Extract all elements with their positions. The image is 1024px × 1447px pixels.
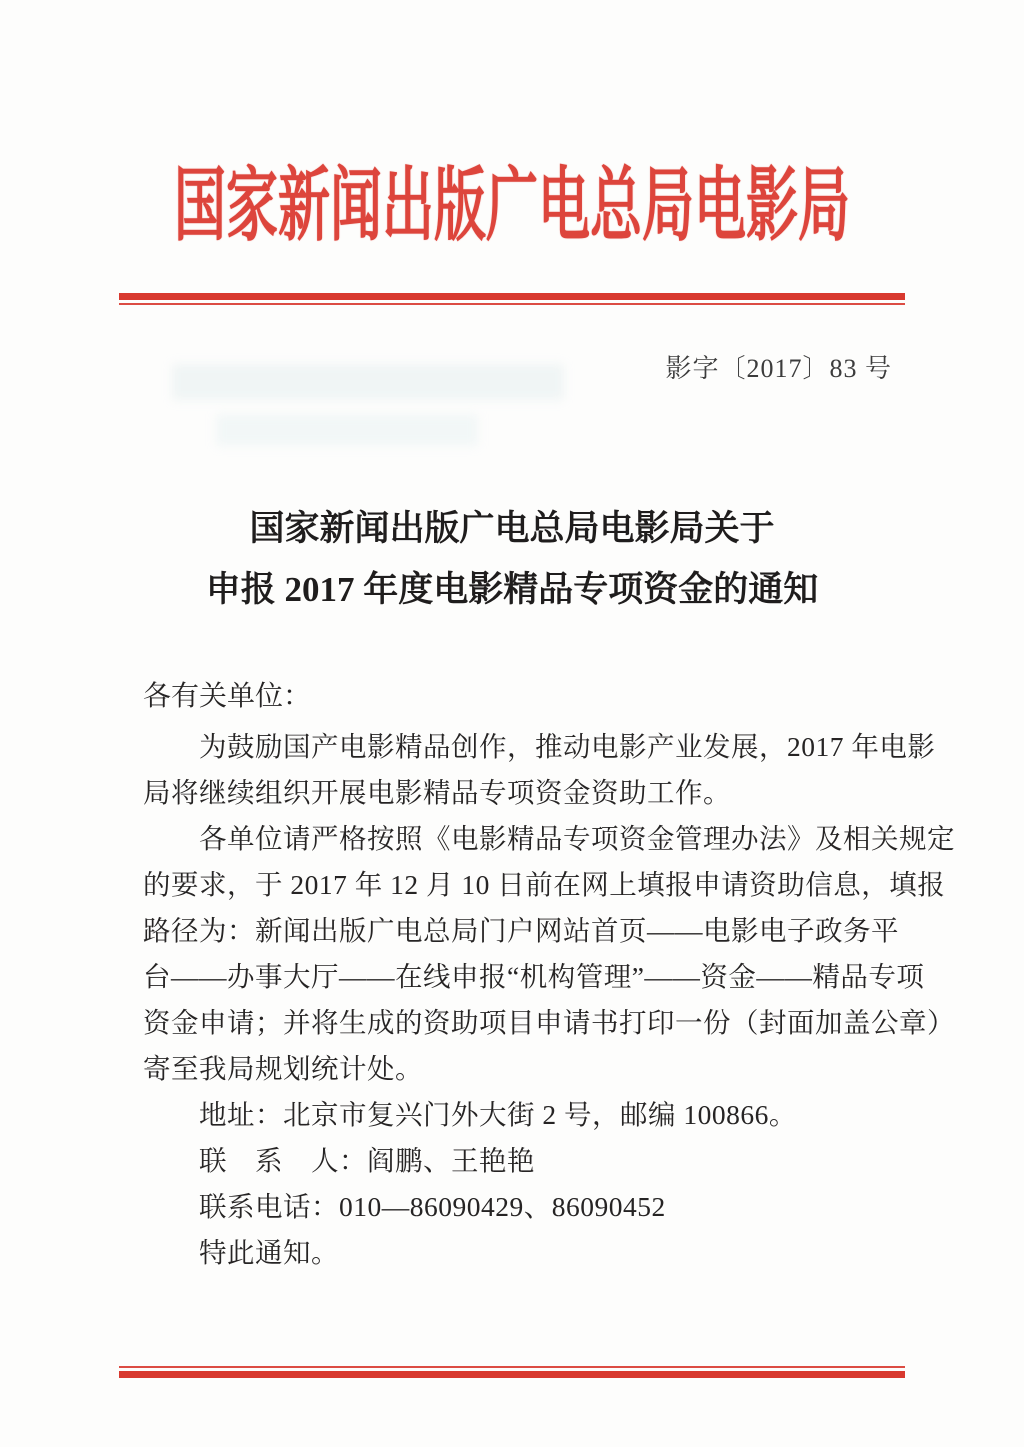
footer-double-rule	[119, 1366, 905, 1378]
body-line: 路径为：新闻出版广电总局门户网站首页——电影电子政务平	[143, 915, 899, 946]
body-line: 为鼓励国产电影精品创作，推动电影产业发展，2017 年电影	[199, 731, 936, 762]
body-line: 局将继续组织开展电影精品专项资金资助工作。	[143, 777, 731, 808]
body-line: 资金申请；并将生成的资助项目申请书打印一份（封面加盖公章）	[143, 1007, 955, 1038]
body-line: 联系电话：010—86090429、86090452	[199, 1191, 666, 1222]
ink-bleed-artifact	[172, 364, 564, 400]
letterhead-double-rule	[119, 293, 905, 305]
document-reference-number: 影字〔2017〕83 号	[665, 354, 892, 383]
rule-thin-line	[119, 1366, 905, 1368]
rule-thin-line	[119, 303, 905, 305]
notice-title-line1: 国家新闻出版广电总局电影局关于	[249, 509, 775, 548]
body-line: 地址：北京市复兴门外大街 2 号，邮编 100866。	[199, 1099, 797, 1130]
body-line: 各单位请严格按照《电影精品专项资金管理办法》及相关规定	[199, 823, 955, 854]
body-line: 特此通知。	[199, 1237, 339, 1268]
letterhead-issuer-title: 国家新闻出版广电总局电影局	[173, 163, 850, 252]
body-lines	[143, 724, 955, 1276]
notice-title-line2: 申报 2017 年度电影精品专项资金的通知	[205, 570, 819, 609]
rule-thick-line	[119, 293, 905, 300]
rule-thick-line	[119, 1371, 905, 1378]
salutation: 各有关单位：	[143, 681, 312, 712]
notice-title	[0, 498, 1024, 620]
body-line: 寄至我局规划统计处。	[143, 1053, 423, 1084]
body-line: 台——办事大厅——在线申报“机构管理”——资金——精品专项	[143, 961, 925, 992]
body-line: 的要求，于 2017 年 12 月 10 日前在网上填报申请资助信息，填报	[143, 869, 946, 900]
ink-bleed-artifact	[216, 414, 478, 446]
body-line: 联 系 人：阎鹏、王艳艳	[199, 1145, 535, 1176]
